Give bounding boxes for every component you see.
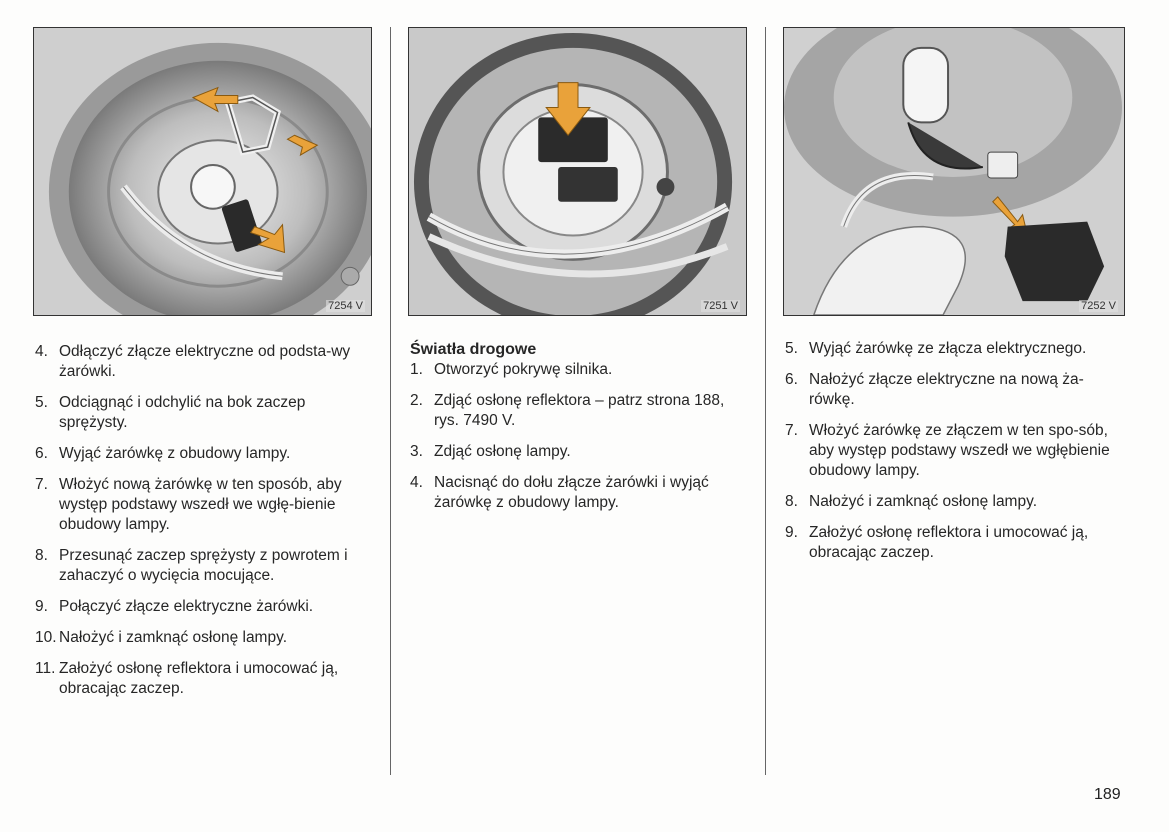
list-item: 2. Zdjąć osłonę reflektora – patrz strona 188, rys. 7490 V. bbox=[410, 392, 725, 429]
list-item: 6. Nałożyć złącze elektryczne na nową ża-rówkę. bbox=[785, 371, 1084, 408]
page-number: 189 bbox=[1094, 786, 1121, 803]
column-divider bbox=[390, 27, 391, 775]
section-heading: Światła drogowe bbox=[410, 341, 537, 358]
list-item: 8. Nałożyć i zamknąć osłonę lampy. bbox=[785, 493, 1037, 510]
column-1 bbox=[35, 342, 375, 710]
list-item: 3. Zdjąć osłonę lampy. bbox=[410, 443, 571, 460]
figure-7252 bbox=[783, 27, 1125, 316]
list-item: 4. Odłączyć złącze elektryczne od podsta-wy żarówki. bbox=[35, 343, 351, 380]
illustration-connector-press bbox=[409, 28, 746, 315]
illustration-headlamp-spring-clip bbox=[34, 28, 371, 315]
step-list bbox=[410, 360, 750, 513]
list-item: 10. Nałożyć i zamknąć osłonę lampy. bbox=[35, 629, 287, 646]
list-item: 5. Odciągnąć i odchylić na bok zaczep sprężysty. bbox=[35, 394, 306, 431]
step-list bbox=[785, 339, 1125, 563]
list-item: 11. Założyć osłonę reflektora i umocować ją, obracając zaczep. bbox=[35, 660, 339, 697]
column-2 bbox=[410, 340, 750, 524]
list-item: 1. Otworzyć pokrywę silnika. bbox=[410, 361, 613, 378]
column-divider bbox=[765, 27, 766, 775]
figure-7254 bbox=[33, 27, 372, 316]
column-3 bbox=[785, 339, 1125, 574]
list-item: 9. Założyć osłonę reflektora i umocować ją, obracając zaczep. bbox=[785, 524, 1089, 561]
list-item: 4. Nacisnąć do dołu złącze żarówki i wyjąć żarówkę z obudowy lampy. bbox=[410, 474, 709, 511]
list-item: 7. Włożyć nową żarówkę w ten sposób, aby występ podstawy wszedł we wgłę-bienie obudowy lampy. bbox=[35, 476, 342, 533]
list-item: 7. Włożyć żarówkę ze złączem w ten spo-sób, aby występ podstawy wszedł we wgłębienie obudowy lampy. bbox=[785, 422, 1110, 479]
figure-label: 7254 V bbox=[328, 300, 363, 312]
figure-7251 bbox=[408, 27, 747, 316]
step-list bbox=[35, 342, 375, 699]
list-item: 9. Połączyć złącze elektryczne żarówki. bbox=[35, 598, 314, 615]
figure-label: 7251 V bbox=[703, 300, 738, 312]
list-item: 6. Wyjąć żarówkę z obudowy lampy. bbox=[35, 445, 291, 462]
list-item: 8. Przesunąć zaczep sprężysty z powrotem i zahaczyć o wycięcia mocujące. bbox=[35, 547, 348, 584]
list-item: 5. Wyjąć żarówkę ze złącza elektrycznego. bbox=[785, 340, 1087, 357]
figure-label: 7252 V bbox=[1081, 300, 1116, 312]
illustration-bulb-removal bbox=[784, 28, 1124, 315]
